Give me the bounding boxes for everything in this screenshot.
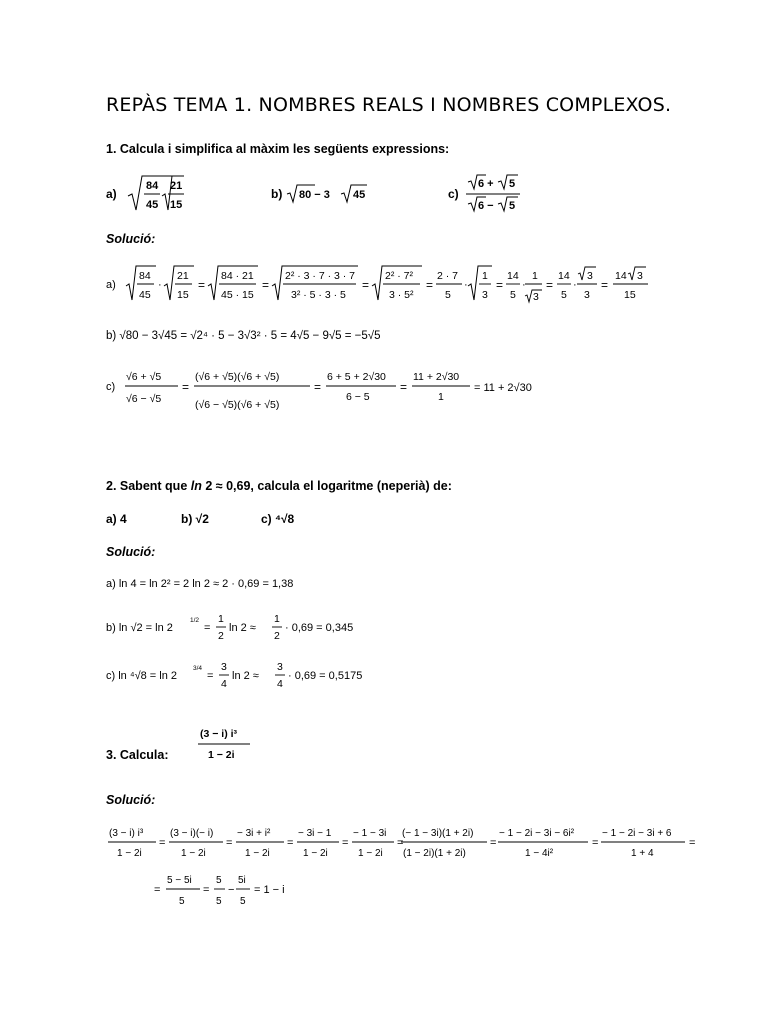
q2c-f1-den: 4 bbox=[221, 678, 227, 690]
q2b-f2-den: 2 bbox=[274, 630, 280, 642]
q2c-mid: ln 2 ≈ bbox=[232, 670, 259, 682]
svg-text:·: · bbox=[522, 279, 526, 291]
q3-frac-den: 1 − 2i bbox=[208, 749, 235, 761]
q2-heading-ln: ln bbox=[190, 479, 202, 493]
q2b-f2-num: 1 bbox=[274, 613, 280, 625]
svg-text:=: = bbox=[342, 837, 349, 849]
q3-l2-eq: = bbox=[154, 884, 161, 896]
q1-c-label: c) bbox=[448, 187, 459, 201]
q3-frac-num: (3 − i) i³ bbox=[200, 728, 238, 740]
q1-c-num: 6 + bbox=[478, 178, 494, 190]
q3-t3-num: − 3i + i² bbox=[237, 828, 271, 839]
q2b-end: · 0,69 = 0,345 bbox=[285, 622, 354, 634]
q3-t3-den: 1 − 2i bbox=[245, 848, 270, 859]
sa-t3-den: 45 · 15 bbox=[221, 289, 254, 301]
sa-t3-num: 84 · 21 bbox=[221, 270, 254, 282]
svg-text:=: = bbox=[159, 837, 166, 849]
svg-text:−: − bbox=[228, 884, 235, 896]
q3-t6-den: (1 − 2i)(1 + 2i) bbox=[403, 848, 466, 859]
q2c-pre: c) ln ⁴√8 = ln 2 bbox=[106, 670, 177, 682]
sa-t6-num: 2 · 7 bbox=[437, 270, 459, 282]
q1-c-den2: 5 bbox=[509, 200, 516, 212]
sa-t9-num: 14 bbox=[558, 270, 570, 282]
q3-t5-den: 1 − 2i bbox=[358, 848, 383, 859]
q1-a-den1: 45 bbox=[146, 199, 159, 211]
svg-text:=: = bbox=[601, 278, 609, 292]
svg-text:·: · bbox=[573, 279, 577, 291]
q3-solution-line1 bbox=[106, 820, 702, 866]
q1-c-num2: 5 bbox=[509, 178, 516, 190]
sa-t4-den: 3² · 5 · 3 · 5 bbox=[291, 289, 346, 301]
q2-heading-part1: 2. Sabent que bbox=[106, 479, 191, 493]
q3-solution-label: Solució: bbox=[106, 793, 156, 807]
q3-fraction bbox=[196, 724, 260, 764]
q3-solution-line2 bbox=[154, 872, 314, 916]
svg-text:=: = bbox=[592, 837, 599, 849]
sa-t1-den: 45 bbox=[139, 289, 151, 301]
question-1-heading: 1. Calcula i simplifica al màxim les següents expressions: bbox=[106, 142, 450, 156]
q1-b-expr: 80 − 3 bbox=[299, 189, 330, 201]
q2-solution-c bbox=[106, 656, 386, 692]
svg-text:=: = bbox=[287, 837, 294, 849]
sa-t9-den: 5 bbox=[561, 289, 567, 301]
q3-t4-num: − 3i − 1 bbox=[298, 828, 332, 839]
q3-l2-f2-den: 5 bbox=[216, 896, 222, 907]
svg-text:=: = bbox=[362, 278, 370, 292]
sc-t5: = 11 + 2√30 bbox=[474, 382, 532, 394]
q1-a-label: a) bbox=[106, 187, 117, 201]
sc-t3-den: 6 − 5 bbox=[346, 391, 370, 403]
q3-l2-f3-den: 5 bbox=[240, 896, 246, 907]
sa-t5-num: 2² · 7² bbox=[385, 270, 414, 282]
sc-label: c) bbox=[106, 381, 116, 393]
sa-t7-den: 3 bbox=[482, 289, 488, 301]
q1-solution-b: b) √80 − 3√45 = √2⁴ · 5 − 3√3² · 5 = 4√5 − 9√5 = −5√5 bbox=[106, 330, 381, 342]
q3-t7-den: 1 − 4i² bbox=[525, 848, 554, 859]
q3-l2-f2-num: 5 bbox=[216, 875, 222, 886]
q3-l2-f3-num: 5i bbox=[238, 875, 246, 886]
svg-text:=: = bbox=[198, 278, 206, 292]
sc-t4-den: 1 bbox=[438, 391, 444, 403]
q2c-eq: = bbox=[207, 670, 214, 682]
sa-t10-den: 15 bbox=[624, 289, 636, 301]
svg-text:=: = bbox=[490, 837, 497, 849]
svg-text:=: = bbox=[400, 380, 408, 394]
q3-l2-f1-num: 5 − 5i bbox=[167, 875, 192, 886]
q2c-end: · 0,69 = 0,5175 bbox=[288, 670, 363, 682]
q2-option-b: b) √2 bbox=[181, 512, 209, 526]
sc-t1-den: √6 − √5 bbox=[126, 393, 162, 405]
sa-t8-den: 5 bbox=[510, 289, 516, 301]
sa-t10-num: 14 bbox=[615, 270, 627, 282]
svg-text:=: = bbox=[546, 278, 554, 292]
q1-a-den2: 15 bbox=[170, 199, 183, 211]
q2c-f1-num: 3 bbox=[221, 661, 227, 673]
sa-t8-den2: 3 bbox=[533, 291, 539, 303]
q2-solution-a: a) ln 4 = ln 2² = 2 ln 2 ≈ 2 · 0,69 = 1,38 bbox=[106, 578, 294, 590]
q2c-f2-den: 4 bbox=[277, 678, 283, 690]
q1-c-expression bbox=[448, 172, 538, 214]
question-2-heading bbox=[106, 479, 452, 493]
q3-t8-den: 1 + 4 bbox=[631, 848, 654, 859]
sa-t10-num2: 3 bbox=[637, 270, 643, 282]
q3-t4-den: 1 − 2i bbox=[303, 848, 328, 859]
q2b-eq: = bbox=[204, 622, 211, 634]
svg-text:=: = bbox=[226, 837, 233, 849]
svg-text:=: = bbox=[496, 278, 504, 292]
q3-t5-num: − 1 − 3i bbox=[353, 828, 387, 839]
q2-option-a: a) 4 bbox=[106, 512, 127, 526]
sa-t8-num2: 1 bbox=[532, 270, 538, 282]
sa-t5-den: 3 · 5² bbox=[389, 289, 414, 301]
q3-t1-num: (3 − i) i³ bbox=[109, 828, 144, 839]
q3-t1-den: 1 − 2i bbox=[117, 848, 142, 859]
sa-t1-num: 84 bbox=[139, 270, 151, 282]
q3-l2-f1-den: 5 bbox=[179, 896, 185, 907]
sa-t8-num: 14 bbox=[507, 270, 519, 282]
q1-c-den: 6 − bbox=[478, 200, 494, 212]
q3-l2-end: = 1 − i bbox=[254, 884, 285, 896]
q1-a-num2: 21 bbox=[170, 180, 183, 192]
q2b-exponent: 1/2 bbox=[190, 617, 200, 624]
svg-text:·: · bbox=[158, 279, 162, 291]
q3-t2-num: (3 − i)(− i) bbox=[170, 828, 214, 839]
q2c-f2-num: 3 bbox=[277, 661, 283, 673]
q1-solution-c bbox=[106, 364, 566, 416]
sa-t9-den2: 3 bbox=[584, 289, 590, 301]
sa-t2-den: 15 bbox=[177, 289, 189, 301]
q1-b-expression bbox=[271, 182, 381, 206]
svg-text:=: = bbox=[689, 837, 696, 849]
svg-text:=: = bbox=[397, 837, 404, 849]
q3-t7-num: − 1 − 2i − 3i − 6i² bbox=[499, 828, 575, 839]
q1-a-num1: 84 bbox=[146, 180, 159, 192]
sa-t2-num: 21 bbox=[177, 270, 189, 282]
q1-b-root2: 45 bbox=[353, 189, 366, 201]
q1-solution-label: Solució: bbox=[106, 232, 156, 246]
q1-a-expression bbox=[106, 172, 196, 214]
q2b-f1-num: 1 bbox=[218, 613, 224, 625]
svg-text:·: · bbox=[464, 279, 468, 291]
q2b-f1-den: 2 bbox=[218, 630, 224, 642]
q1-solution-a bbox=[106, 262, 666, 306]
svg-text:=: = bbox=[314, 380, 322, 394]
sa-t4-num: 2² · 3 · 7 · 3 · 7 bbox=[285, 270, 356, 282]
sc-t4-num: 11 + 2√30 bbox=[413, 371, 460, 383]
q2b-mid: ln 2 ≈ bbox=[229, 622, 256, 634]
q2c-exponent: 3/4 bbox=[193, 665, 203, 672]
svg-text:=: = bbox=[203, 884, 210, 896]
sc-t2-den: (√6 − √5)(√6 + √5) bbox=[195, 399, 280, 411]
q3-t2-den: 1 − 2i bbox=[181, 848, 206, 859]
q3-t6-num: (− 1 − 3i)(1 + 2i) bbox=[402, 828, 474, 839]
sa-t9-num2: 3 bbox=[587, 270, 593, 282]
svg-text:=: = bbox=[182, 380, 190, 394]
sa-t7-num: 1 bbox=[482, 270, 488, 282]
q2-solution-label: Solució: bbox=[106, 545, 156, 559]
q2b-pre: b) ln √2 = ln 2 bbox=[106, 622, 173, 634]
sc-t3-num: 6 + 5 + 2√30 bbox=[327, 371, 386, 383]
page-title: REPÀS TEMA 1. NOMBRES REALS I NOMBRES COMPLEXOS. bbox=[106, 94, 672, 116]
question-3-heading: 3. Calcula: bbox=[106, 748, 169, 762]
sa-t6-den: 5 bbox=[445, 289, 451, 301]
q1-b-label: b) bbox=[271, 187, 283, 201]
svg-text:=: = bbox=[426, 278, 434, 292]
sc-t1-num: √6 + √5 bbox=[126, 371, 162, 383]
q2-option-c: c) ⁴√8 bbox=[261, 512, 295, 526]
sc-t2-num: (√6 + √5)(√6 + √5) bbox=[195, 371, 280, 383]
q2-heading-part2: 2 ≈ 0,69, calcula el logaritme (neperià) de: bbox=[201, 479, 452, 493]
svg-text:=: = bbox=[262, 278, 270, 292]
q2-solution-b bbox=[106, 608, 366, 644]
q3-t8-num: − 1 − 2i − 3i + 6 bbox=[602, 828, 672, 839]
sa-label: a) bbox=[106, 279, 116, 291]
